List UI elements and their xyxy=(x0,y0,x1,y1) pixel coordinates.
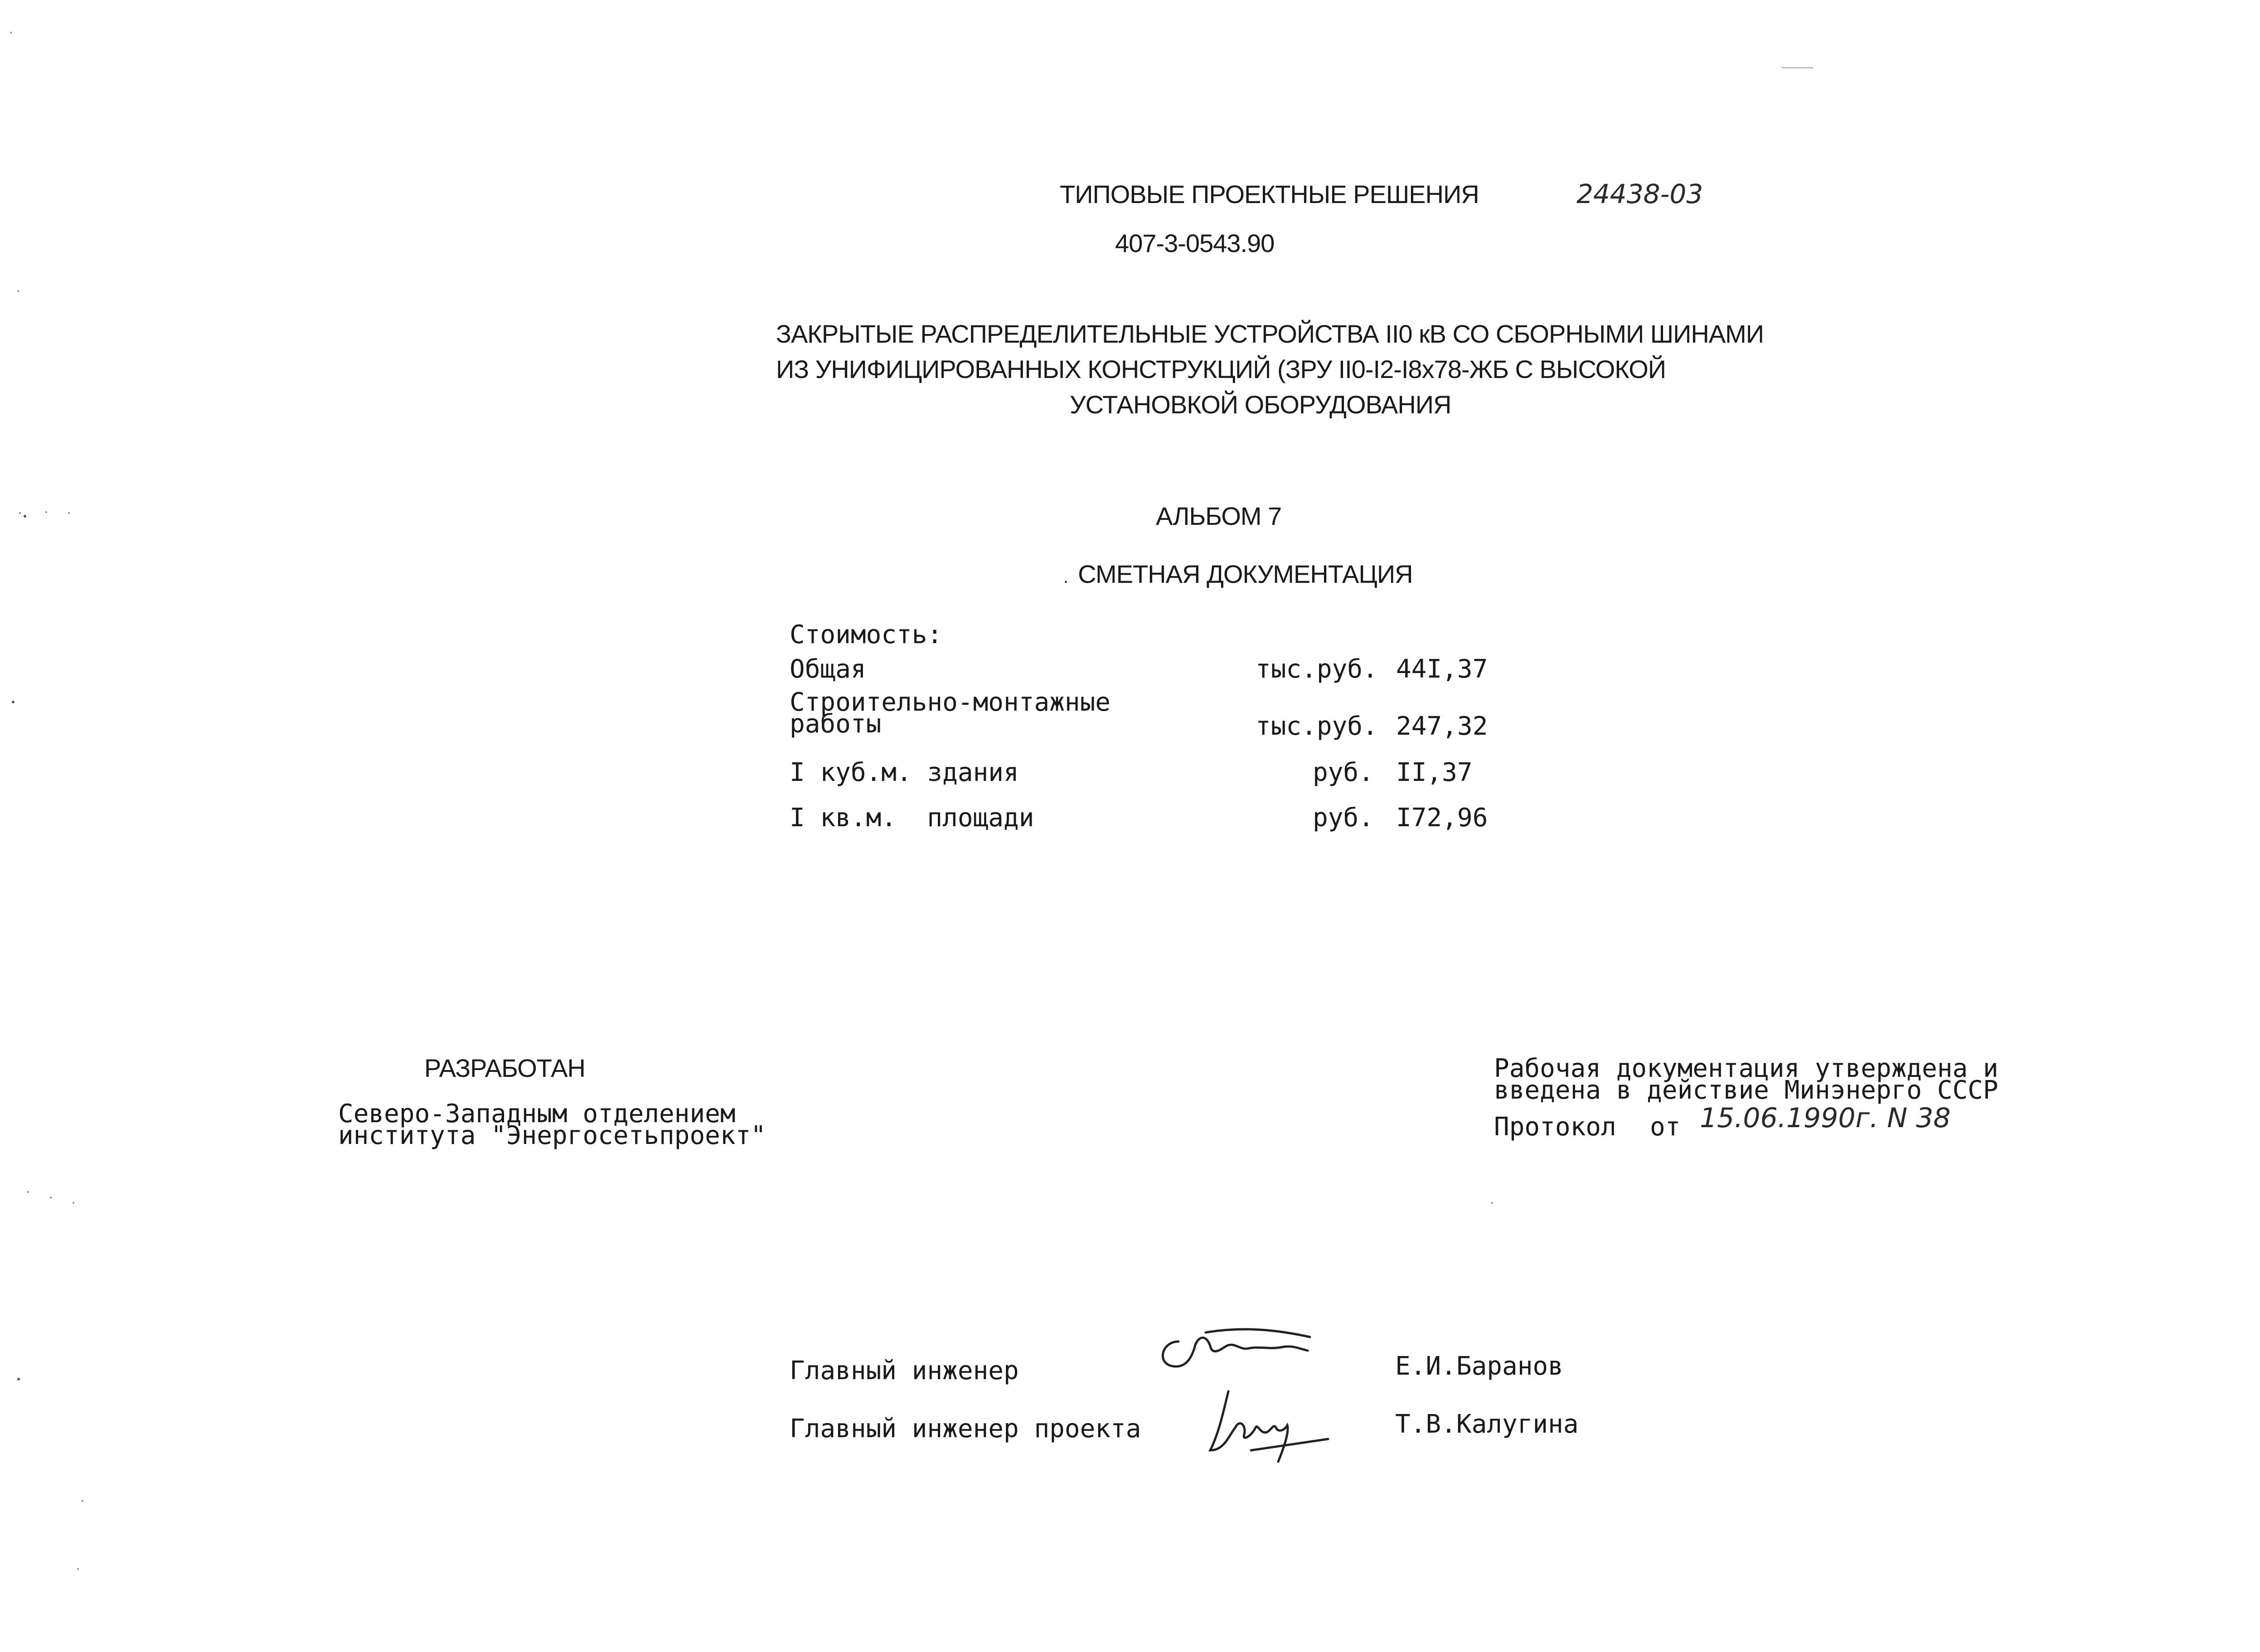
approval-text: Рабочая документация утверждена и введена в действие Минэнерго СССР xyxy=(1494,1054,1998,1105)
scan-speck xyxy=(24,515,26,518)
series-title: ТИПОВЫЕ ПРОЕКТНЫЕ РЕШЕНИЯ xyxy=(1060,180,1479,208)
scan-speck xyxy=(50,1197,52,1198)
scan-speck xyxy=(17,290,19,292)
cost-heading: Стоимость: xyxy=(790,620,943,649)
scan-speck xyxy=(45,511,47,513)
cost-construction-unit: тыс.руб. xyxy=(1256,712,1378,741)
scan-speck xyxy=(27,1191,29,1193)
cost-total-label: Общая xyxy=(790,654,866,684)
protocol-label: Протокол xyxy=(1494,1112,1616,1142)
album-label: АЛЬБОМ 7 xyxy=(1156,502,1282,530)
main-title-line-3: УСТАНОВКОЙ ОБОРУДОВАНИЯ xyxy=(1070,390,1451,419)
cost-total-unit: тыс.руб. xyxy=(1256,654,1378,684)
scan-speck xyxy=(12,701,15,703)
project-code: 407-3-0543.90 xyxy=(1115,229,1275,257)
developer-organization: Северо-Западным отделением института "Энергосетьпроект" xyxy=(338,1099,766,1150)
protocol-from-label: от xyxy=(1650,1112,1681,1142)
scan-speck xyxy=(68,512,70,514)
scan-speck xyxy=(73,1202,74,1204)
developer-heading: РАЗРАБОТАН xyxy=(424,1054,585,1082)
signature-baranov xyxy=(1151,1323,1319,1387)
chief-engineer-name: Е.И.Баранов xyxy=(1395,1352,1563,1381)
cost-per-cubic-value: II,37 xyxy=(1396,758,1473,787)
scan-speck xyxy=(19,512,21,514)
scan-speck xyxy=(10,32,12,34)
chief-project-engineer-name: Т.В.Калугина xyxy=(1395,1410,1579,1439)
stamp-number: 24438-03 xyxy=(1576,179,1703,209)
scan-mark xyxy=(1781,67,1813,68)
main-title-line-2: ИЗ УНИФИЦИРОВАННЫХ КОНСТРУКЦИЙ (ЗРУ II0-I2-I8x78-ЖБ С ВЫСОКОЙ xyxy=(776,355,1666,383)
scan-speck xyxy=(17,1378,20,1381)
signature-kalugina xyxy=(1197,1382,1333,1464)
cost-construction-value: 247,32 xyxy=(1396,712,1488,741)
scan-speck xyxy=(77,1568,79,1570)
main-title-line-1: ЗАКРЫТЫЕ РАСПРЕДЕЛИТЕЛЬНЫЕ УСТРОЙСТВА II0 кВ СО СБОРНЫМИ ШИНАМИ xyxy=(776,320,1764,348)
chief-project-engineer-role: Главный инженер проекта xyxy=(790,1414,1141,1444)
cost-construction-label: Строительно-монтажные работы xyxy=(790,688,1111,739)
cost-per-cubic-label: I куб.м. здания xyxy=(790,758,1019,787)
cost-per-square-unit: руб. xyxy=(1313,803,1374,833)
scan-speck xyxy=(82,1500,83,1502)
document-subtitle: . СМЕТНАЯ ДОКУМЕНТАЦИЯ xyxy=(1063,560,1413,588)
cost-per-cubic-unit: руб. xyxy=(1313,758,1374,787)
scan-speck xyxy=(1491,1202,1493,1204)
cost-total-value: 44I,37 xyxy=(1396,654,1488,684)
chief-engineer-role: Главный инженер xyxy=(790,1356,1019,1386)
cost-per-square-value: I72,96 xyxy=(1396,803,1488,833)
protocol-date-number: 15.06.1990г. N 38 xyxy=(1700,1102,1951,1134)
cost-per-square-label: I кв.м. площади xyxy=(790,803,1034,833)
